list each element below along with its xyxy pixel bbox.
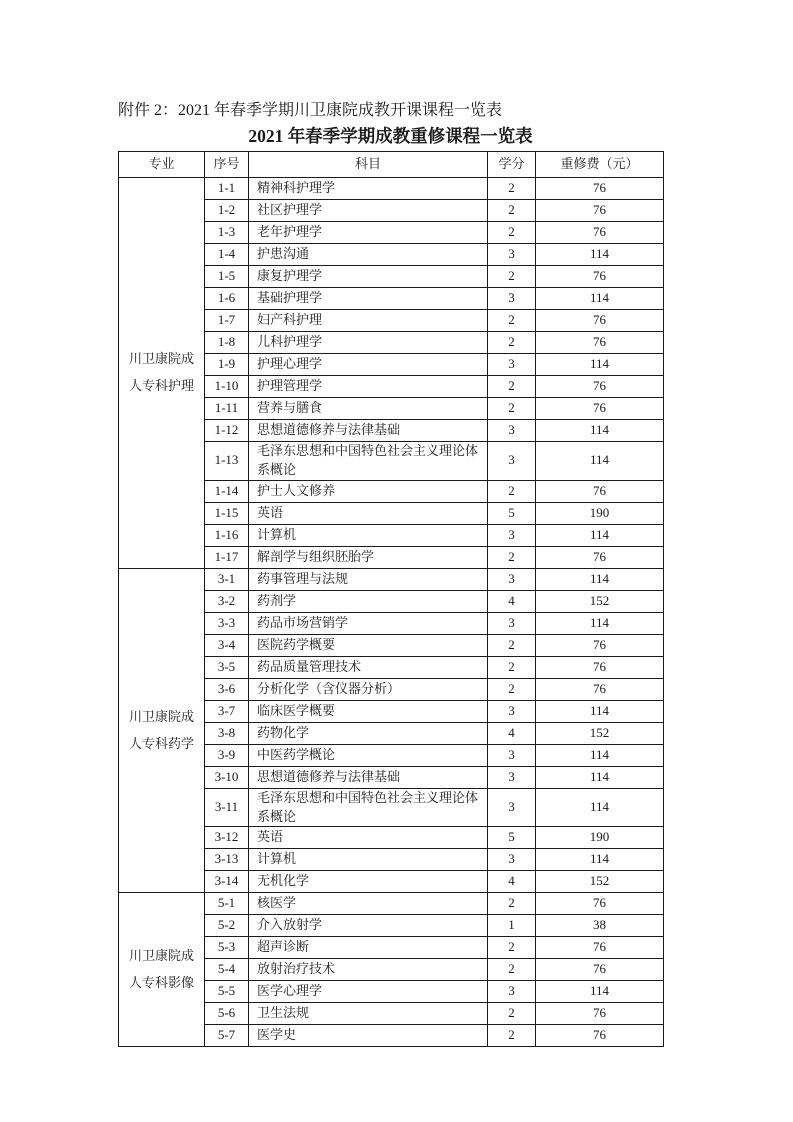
credits-cell: 2 — [488, 332, 536, 354]
table-row — [119, 893, 664, 915]
fee-cell: 76 — [536, 1003, 664, 1025]
fee-cell: 76 — [536, 222, 664, 244]
credits-cell: 2 — [488, 480, 536, 502]
fee-cell: 76 — [536, 634, 664, 656]
major-label: 川卫康院成人专科影像 — [129, 948, 195, 990]
course-table-body — [119, 178, 664, 1047]
row-number-cell: 1-14 — [205, 480, 249, 502]
subject-cell: 思想道德修养与法律基础 — [249, 766, 488, 788]
credits-cell: 3 — [488, 612, 536, 634]
fee-cell: 76 — [536, 1025, 664, 1047]
fee-cell: 114 — [536, 849, 664, 871]
subject-cell: 卫生法规 — [249, 1003, 488, 1025]
major-label: 川卫康院成人专科药学 — [129, 708, 195, 751]
row-number-cell: 3-10 — [205, 766, 249, 788]
credits-cell: 3 — [488, 442, 536, 481]
fee-cell: 114 — [536, 788, 664, 827]
column-header-major: 专业 — [119, 152, 205, 178]
fee-cell: 76 — [536, 178, 664, 200]
row-number-cell: 5-1 — [205, 893, 249, 915]
subject-cell: 英语 — [249, 502, 488, 524]
row-number-cell: 1-13 — [205, 442, 249, 481]
credits-cell: 2 — [488, 310, 536, 332]
subject-cell: 营养与膳食 — [249, 398, 488, 420]
fee-cell: 114 — [536, 744, 664, 766]
credits-cell: 2 — [488, 266, 536, 288]
fee-cell: 190 — [536, 502, 664, 524]
row-number-cell: 3-1 — [205, 568, 249, 590]
column-header-credits: 学分 — [488, 152, 536, 178]
row-number-cell: 5-3 — [205, 937, 249, 959]
fee-cell: 76 — [536, 398, 664, 420]
fee-cell: 76 — [536, 200, 664, 222]
course-table — [118, 151, 664, 1047]
subject-cell: 分析化学（含仪器分析） — [249, 678, 488, 700]
fee-cell: 114 — [536, 766, 664, 788]
subject-cell: 精神科护理学 — [249, 178, 488, 200]
table-row — [119, 568, 664, 590]
table-row — [119, 178, 664, 200]
fee-cell: 76 — [536, 937, 664, 959]
attachment-title: 附件 2：2021 年春季学期川卫康院成教开课课程一览表 — [118, 102, 503, 119]
fee-cell: 76 — [536, 310, 664, 332]
column-header-number: 序号 — [205, 152, 249, 178]
subject-cell: 临床医学概要 — [249, 700, 488, 722]
fee-cell: 38 — [536, 915, 664, 937]
row-number-cell: 1-7 — [205, 310, 249, 332]
row-number-cell: 1-6 — [205, 288, 249, 310]
fee-cell: 76 — [536, 678, 664, 700]
subject-cell: 毛泽东思想和中国特色社会主义理论体系概论 — [249, 442, 488, 481]
fee-cell: 76 — [536, 266, 664, 288]
subject-cell: 医学心理学 — [249, 981, 488, 1003]
credits-cell: 3 — [488, 700, 536, 722]
credits-cell: 2 — [488, 656, 536, 678]
subject-cell: 核医学 — [249, 893, 488, 915]
subject-cell: 老年护理学 — [249, 222, 488, 244]
subject-cell: 介入放射学 — [249, 915, 488, 937]
credits-cell: 3 — [488, 849, 536, 871]
row-number-cell: 3-5 — [205, 656, 249, 678]
credits-cell: 5 — [488, 827, 536, 849]
subject-cell: 药事管理与法规 — [249, 568, 488, 590]
credits-cell: 3 — [488, 981, 536, 1003]
major-label: 川卫康院成人专科护理 — [129, 351, 195, 393]
row-number-cell: 1-3 — [205, 222, 249, 244]
fee-cell: 76 — [536, 376, 664, 398]
row-number-cell: 3-9 — [205, 744, 249, 766]
subject-cell: 超声诊断 — [249, 937, 488, 959]
subject-cell: 护理管理学 — [249, 376, 488, 398]
subject-cell: 英语 — [249, 827, 488, 849]
row-number-cell: 1-15 — [205, 502, 249, 524]
subject-cell: 药剂学 — [249, 590, 488, 612]
fee-cell: 114 — [536, 981, 664, 1003]
row-number-cell: 1-1 — [205, 178, 249, 200]
subject-cell: 康复护理学 — [249, 266, 488, 288]
fee-cell: 114 — [536, 524, 664, 546]
subject-cell: 无机化学 — [249, 871, 488, 893]
row-number-cell: 5-6 — [205, 1003, 249, 1025]
subject-cell: 药品市场营销学 — [249, 612, 488, 634]
table-header-row — [119, 152, 664, 178]
subject-cell: 医院药学概要 — [249, 634, 488, 656]
credits-cell: 3 — [488, 568, 536, 590]
row-number-cell: 5-7 — [205, 1025, 249, 1047]
credits-cell: 3 — [488, 788, 536, 827]
fee-cell: 152 — [536, 722, 664, 744]
credits-cell: 2 — [488, 678, 536, 700]
fee-cell: 114 — [536, 354, 664, 376]
subject-cell: 医学史 — [249, 1025, 488, 1047]
row-number-cell: 3-12 — [205, 827, 249, 849]
subject-cell: 毛泽东思想和中国特色社会主义理论体系概论 — [249, 788, 488, 827]
fee-cell: 76 — [536, 656, 664, 678]
fee-cell: 76 — [536, 893, 664, 915]
fee-cell: 76 — [536, 959, 664, 981]
credits-cell: 2 — [488, 222, 536, 244]
major-cell — [119, 568, 205, 893]
credits-cell: 2 — [488, 178, 536, 200]
fee-cell: 114 — [536, 288, 664, 310]
subject-cell: 计算机 — [249, 524, 488, 546]
credits-cell: 2 — [488, 546, 536, 568]
row-number-cell: 1-16 — [205, 524, 249, 546]
credits-cell: 4 — [488, 590, 536, 612]
row-number-cell: 1-12 — [205, 420, 249, 442]
row-number-cell: 1-5 — [205, 266, 249, 288]
subject-cell: 计算机 — [249, 849, 488, 871]
fee-cell: 152 — [536, 871, 664, 893]
row-number-cell: 3-4 — [205, 634, 249, 656]
fee-cell: 114 — [536, 244, 664, 266]
row-number-cell: 1-9 — [205, 354, 249, 376]
subject-cell: 基础护理学 — [249, 288, 488, 310]
subject-cell: 护理心理学 — [249, 354, 488, 376]
credits-cell: 2 — [488, 200, 536, 222]
row-number-cell: 3-2 — [205, 590, 249, 612]
credits-cell: 4 — [488, 871, 536, 893]
subject-cell: 妇产科护理 — [249, 310, 488, 332]
subject-cell: 解剖学与组织胚胎学 — [249, 546, 488, 568]
subject-cell: 放射治疗技术 — [249, 959, 488, 981]
column-header-fee: 重修费（元） — [536, 152, 664, 178]
row-number-cell: 3-14 — [205, 871, 249, 893]
credits-cell: 3 — [488, 524, 536, 546]
credits-cell: 1 — [488, 915, 536, 937]
subject-cell: 思想道德修养与法律基础 — [249, 420, 488, 442]
row-number-cell: 5-5 — [205, 981, 249, 1003]
row-number-cell: 5-4 — [205, 959, 249, 981]
credits-cell: 2 — [488, 1003, 536, 1025]
row-number-cell: 3-3 — [205, 612, 249, 634]
subject-cell: 社区护理学 — [249, 200, 488, 222]
row-number-cell: 3-6 — [205, 678, 249, 700]
credits-cell: 3 — [488, 244, 536, 266]
row-number-cell: 5-2 — [205, 915, 249, 937]
credits-cell: 2 — [488, 1025, 536, 1047]
credits-cell: 3 — [488, 354, 536, 376]
credits-cell: 3 — [488, 766, 536, 788]
credits-cell: 5 — [488, 502, 536, 524]
subject-cell: 药品质量管理技术 — [249, 656, 488, 678]
fee-cell: 114 — [536, 420, 664, 442]
fee-cell: 114 — [536, 568, 664, 590]
subject-cell: 儿科护理学 — [249, 332, 488, 354]
credits-cell: 2 — [488, 634, 536, 656]
fee-cell: 76 — [536, 332, 664, 354]
subject-cell: 护患沟通 — [249, 244, 488, 266]
row-number-cell: 1-4 — [205, 244, 249, 266]
fee-cell: 76 — [536, 480, 664, 502]
fee-cell: 114 — [536, 700, 664, 722]
credits-cell: 3 — [488, 288, 536, 310]
column-header-subject: 科目 — [249, 152, 488, 178]
row-number-cell: 3-7 — [205, 700, 249, 722]
credits-cell: 4 — [488, 722, 536, 744]
row-number-cell: 1-10 — [205, 376, 249, 398]
major-cell — [119, 893, 205, 1047]
row-number-cell: 1-11 — [205, 398, 249, 420]
credits-cell: 2 — [488, 937, 536, 959]
credits-cell: 2 — [488, 376, 536, 398]
credits-cell: 3 — [488, 420, 536, 442]
credits-cell: 2 — [488, 893, 536, 915]
fee-cell: 76 — [536, 546, 664, 568]
credits-cell: 3 — [488, 744, 536, 766]
fee-cell: 152 — [536, 590, 664, 612]
fee-cell: 114 — [536, 612, 664, 634]
fee-cell: 190 — [536, 827, 664, 849]
credits-cell: 2 — [488, 398, 536, 420]
row-number-cell: 1-2 — [205, 200, 249, 222]
row-number-cell: 3-11 — [205, 788, 249, 827]
fee-cell: 114 — [536, 442, 664, 481]
subject-cell: 中医药学概论 — [249, 744, 488, 766]
row-number-cell: 1-8 — [205, 332, 249, 354]
row-number-cell: 3-13 — [205, 849, 249, 871]
subject-cell: 药物化学 — [249, 722, 488, 744]
major-cell — [119, 178, 205, 569]
subject-cell: 护士人文修养 — [249, 480, 488, 502]
row-number-cell: 1-17 — [205, 546, 249, 568]
page-title: 2021 年春季学期成教重修课程一览表 — [248, 126, 533, 146]
credits-cell: 2 — [488, 959, 536, 981]
row-number-cell: 3-8 — [205, 722, 249, 744]
